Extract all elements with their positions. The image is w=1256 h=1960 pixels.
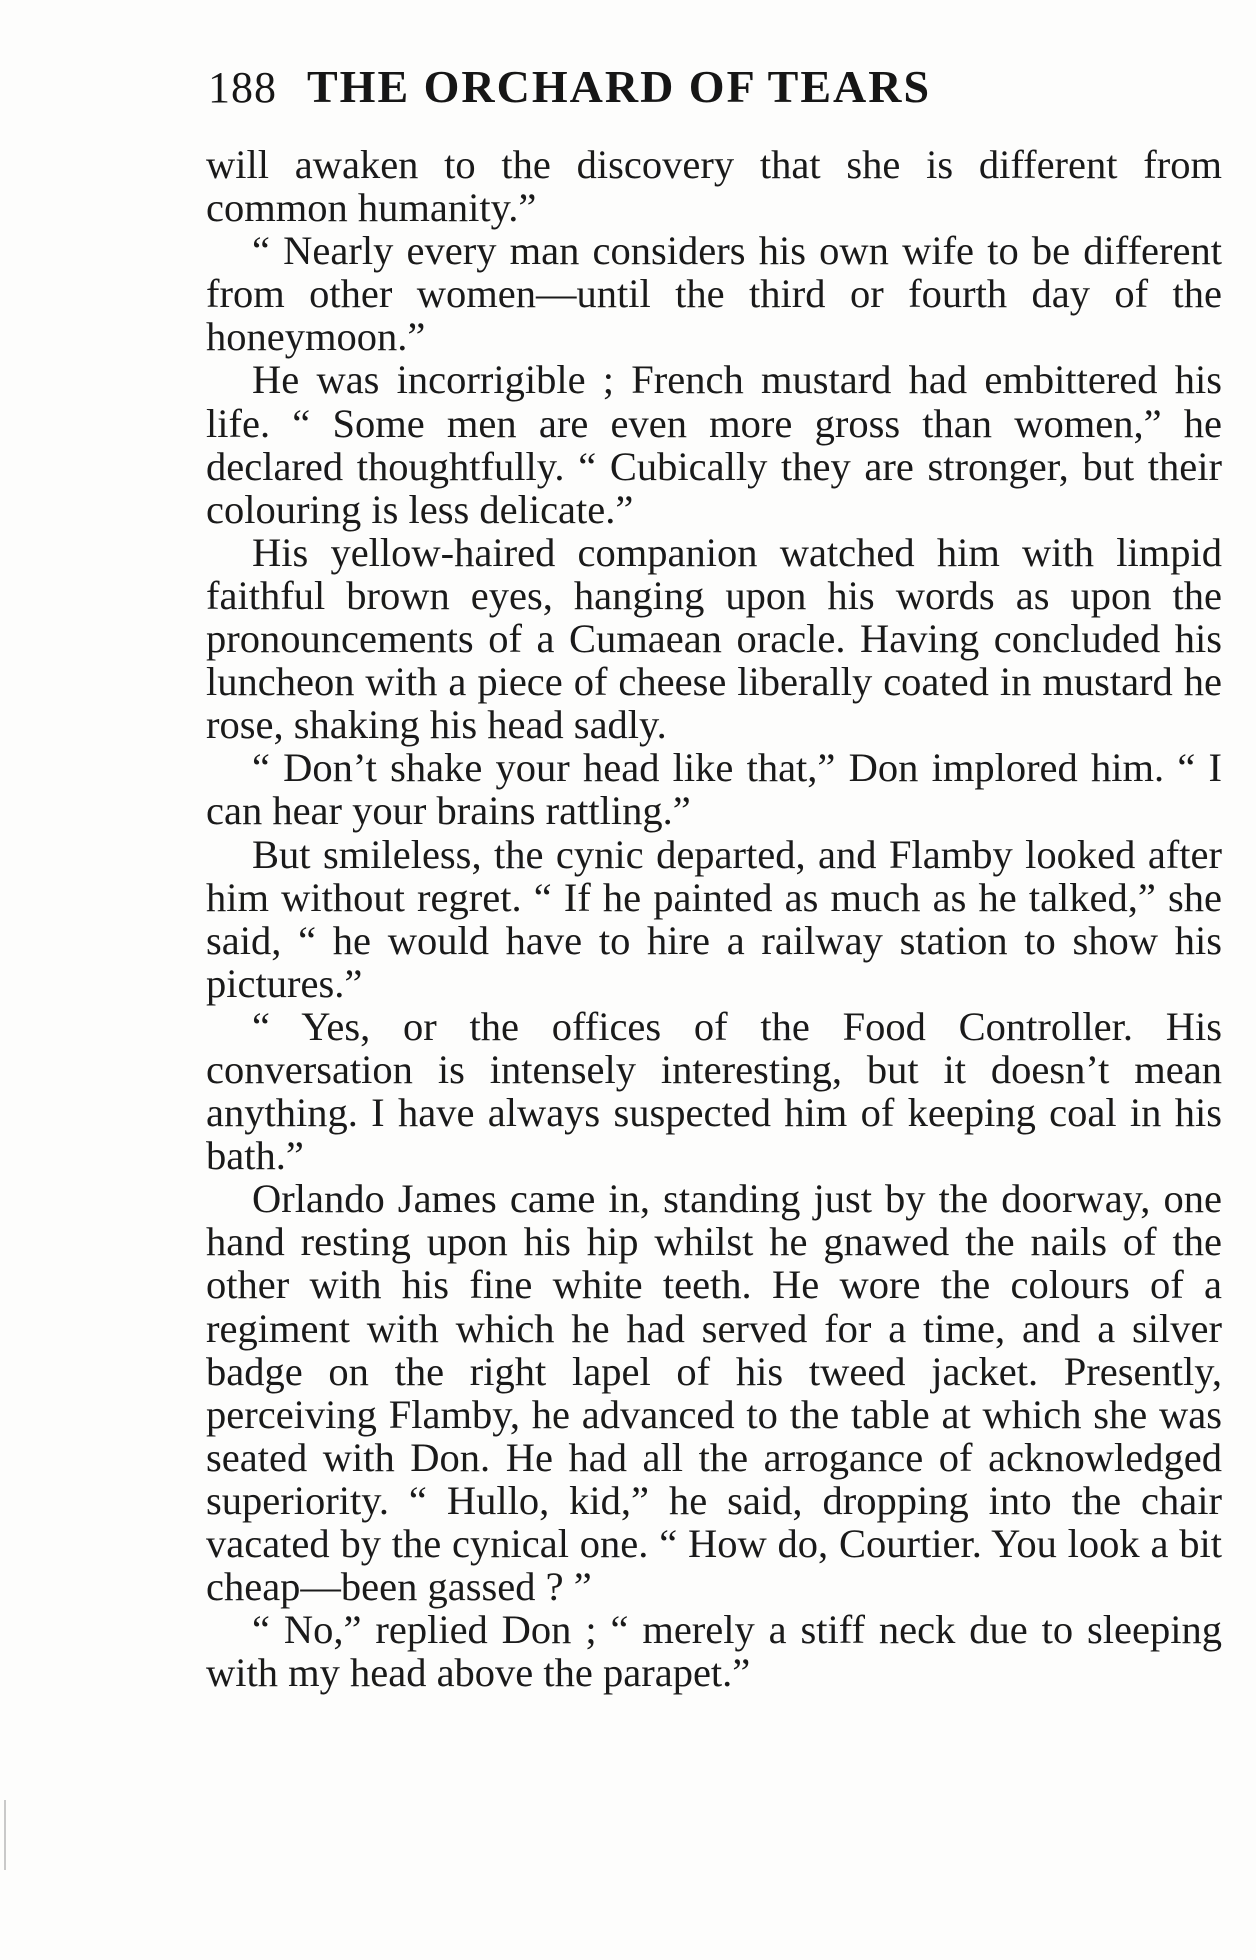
- paragraph: “ No,” replied Don ; “ merely a stiff neck due to sleeping with my head above the parapet.”: [206, 1607, 1222, 1696]
- running-title: THE ORCHARD OF TEARS: [307, 61, 932, 112]
- paragraph: His yellow-haired companion watched him with limpid faithful brown eyes, hanging upon his words as upon the pronouncements of a Cumaean oracle. Having concluded his luncheon with a piece of cheese liberally coated in mustard he rose, shaking his head sadly.: [206, 529, 1222, 748]
- paragraph: He was incorrigible ; French mustard had embittered his life. “ Some men are even more gross than women,” he declared thoughtfully. “ Cubically they are stronger, but their colouring is less delicate.”: [206, 357, 1222, 532]
- paragraph: But smileless, the cynic departed, and Flamby looked after him without regret. “ If he painted as much as he talked,” she said, “ he would have to hire a railway station to show his pictures.”: [206, 831, 1222, 1006]
- paragraph: Orlando James came in, standing just by the doorway, one hand resting upon his hip whilst he gnawed the nails of the other with his fine white teeth. He wore the colours of a regiment with which he had served for a time, and a silver badge on the right lapel of his tweed jacket. Presently, perceiving Flamby, he advanced to the table at which she was seated with Don. He had all the arrogance of acknowledged superiority. “ Hullo, kid,” he said, dropping into the chair vacated by the cynical one. “ How do, Courtier. You look a bit cheap—been gassed ? ”: [206, 1176, 1222, 1610]
- page-number: 188: [208, 63, 277, 112]
- paragraph: “ Yes, or the offices of the Food Controller. His conversation is intensely interesting, but it doesn’t mean anything. I have always suspected him of keeping coal in his bath.”: [206, 1003, 1222, 1179]
- page-header: [208, 60, 1088, 120]
- paragraph: will awaken to the discovery that she is different from common humanity.”: [206, 142, 1222, 231]
- paragraph: “ Don’t shake your head like that,” Don implored him. “ I can hear your brains rattling.”: [206, 745, 1222, 834]
- body-text: [206, 143, 1222, 1694]
- paragraph: “ Nearly every man considers his own wife to be different from other women—until the third or fourth day of the honeymoon.”: [206, 228, 1222, 360]
- scan-margin-mark: [4, 1800, 6, 1870]
